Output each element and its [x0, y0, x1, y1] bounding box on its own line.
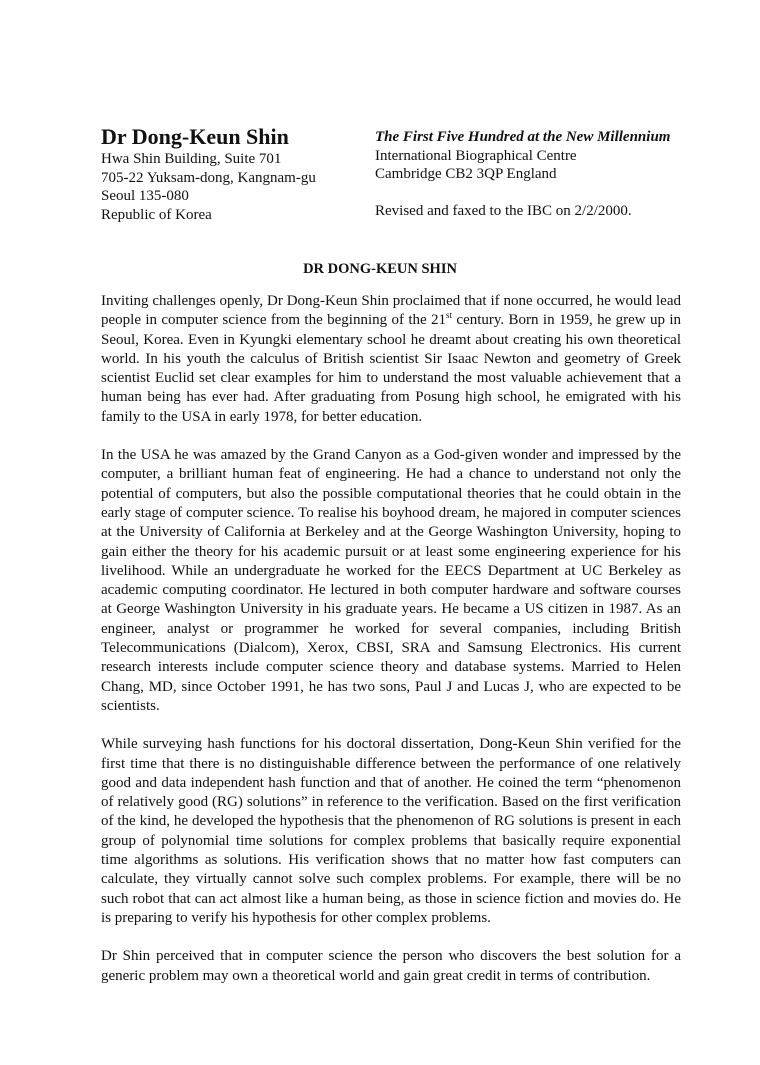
- paragraph-1-text-b: century. Born in 1959, he grew up in Seoul, Korea. Even in Kyungki elementary school he dreamt about creating his own theoretical world. In his youth the calculus of British scientist Sir Isaac Newton and geometry of Greek scientist Euclid set clear examples for him to understand the most valuable achievement that a human being has ever had. After graduating from Posung high school, he emigrated with his family to the USA in early 1978, for better education.: [101, 312, 681, 425]
- revised-note: Revised and faxed to the IBC on 2/2/2000.: [375, 203, 632, 219]
- author-name: Dr Dong-Keun Shin: [101, 124, 289, 149]
- paragraph-2: In the USA he was amazed by the Grand Canyon as a God-given wonder and impressed by the computer, a brilliant human feat of engineering. He had a chance to understand not only the potential of computers, but also the possible computational theories that he could obtain in the early stage of computer science. To realise his boyhood dream, he majored in computer sciences at the University of California at Berkeley and at the George Washington University, hoping to gain either the theory for his academic pursuit or at least some engineering experience for his livelihood. While an undergraduate he worked for the EECS Department at UC Berkeley as academic computing coordinator. He lectured in both computer hardware and software courses at George Washington University in his graduate years. He became a US citizen in 1987. As an engineer, analyst or programmer he worked for several companies, including British Telecommunications (Dialcom), Xerox, CBSI, SRA and Samsung Electronics. His current research interests include computer science theory and database systems. Married to Helen Chang, MD, since October 1991, he has two sons, Paul J and Lucas J, who are expected to be scientists.: [101, 447, 681, 714]
- ordinal-superscript: st: [446, 310, 453, 321]
- address-line-4: Republic of Korea: [101, 206, 212, 223]
- paragraph-1: [101, 292, 681, 427]
- recipient-line-1: International Biographical Centre: [375, 147, 577, 164]
- address-line-2: 705-22 Yuksam-dong, Kangnam-gu: [101, 169, 316, 186]
- recipient-line-2: Cambridge CB2 3QP England: [375, 166, 557, 182]
- paragraph-3: While surveying hash functions for his doctoral dissertation, Dong-Keun Shin verified for the first time that there is no distinguishable difference between the performance of one relatively good and data independent hash function and that of another. He coined the term “phenomenon of relatively good (RG) solutions” in reference to the verification. Based on the first verification of the kind, he developed the hypothesis that the phenomenon of RG solutions is present in each group of polynomial time solutions for complex problems that basically require exponential time algorithms as solutions. His verification shows that no matter how fast computers can calculate, they virtually cannot solve such complex problems. For example, there will be no such robot that can act almost like a human being, as those in science fiction and movies do. He is preparing to verify his hypothesis for other complex problems.: [101, 736, 681, 926]
- address-line-1: Hwa Shin Building, Suite 701: [101, 151, 282, 167]
- address-line-3: Seoul 135-080: [101, 188, 189, 204]
- biography-body: [101, 292, 681, 1005]
- recipient-block: [375, 128, 705, 221]
- document-title: DR DONG-KEUN SHIN: [303, 261, 457, 277]
- publication-title: The First Five Hundred at the New Millennium: [375, 129, 671, 145]
- author-address-block: [101, 124, 361, 224]
- paragraph-1-text-a: Inviting challenges openly, Dr Dong-Keun Shin proclaimed that if none occurred, he would lead people in computer science from the beginning of the 21: [101, 293, 681, 329]
- paragraph-4: Dr Shin perceived that in computer science the person who discovers the best solution for a generic problem may own a theoretical world and gain great credit in terms of contribution.: [101, 948, 681, 984]
